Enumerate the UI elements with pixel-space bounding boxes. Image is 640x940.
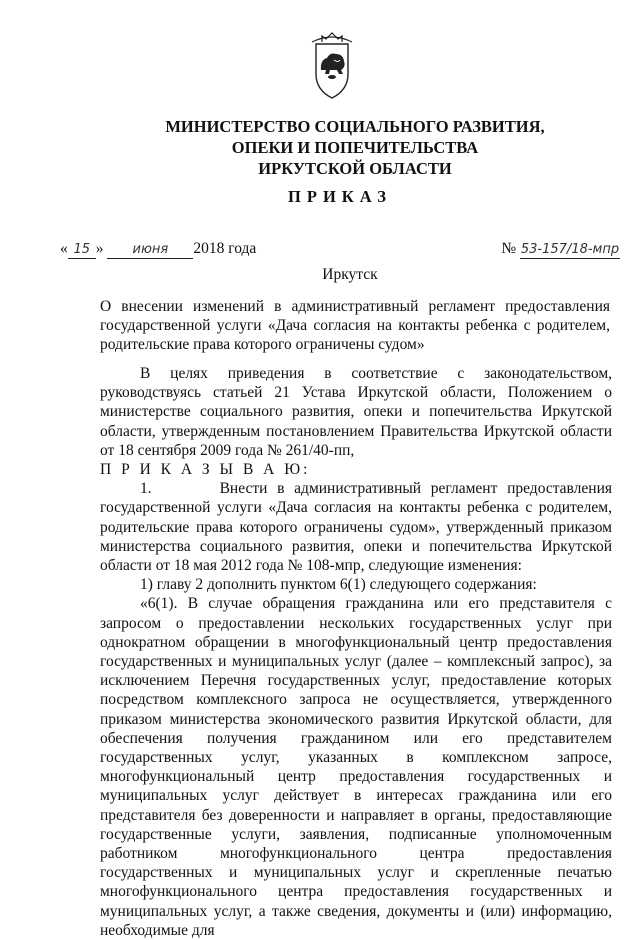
ministry-name	[130, 116, 580, 179]
order-body	[100, 364, 612, 940]
date-day: 15	[68, 242, 96, 259]
coat-of-arms-icon	[310, 30, 354, 102]
date-month: июня	[107, 242, 193, 259]
item-1-text: Внести в административный регламент предоставления государственной услуги «Дача согласия на контакты ребенка с родителем, родительские права которого ограничены судом», утвержденный приказом министерства социального развития, опеки и попечительства Иркутской области от 18 мая 2012 года № 108-мпр, следующие изменения:	[100, 480, 613, 575]
open-quote: «	[60, 240, 68, 257]
org-line-1: МИНИСТЕРСТВО СОЦИАЛЬНОГО РАЗВИТИЯ,	[165, 117, 545, 136]
preamble-paragraph: В целях приведения в соответствие с законодательством, руководствуясь статьей 21 Устава Иркутской области, Положением о министерстве социального развития, опеки и попечительства Иркутской области, утвержденным постановлением Правительства Иркутской области от 18 сентября 2009 года № 261/40-пп,	[100, 365, 612, 459]
org-line-3: ИРКУТСКОЙ ОБЛАСТИ	[258, 159, 452, 178]
order-word: П Р И К А З Ы В А Ю:	[100, 461, 311, 479]
order-subject: О внесении изменений в административный регламент предоставления государственной услуги «Дача согласия на контакты ребенка с родителем, родительские права которого ограничены судом»	[100, 298, 610, 353]
order-number	[501, 240, 620, 259]
quote-paragraph: «6(1). В случае обращения гражданина или его представителя с запросом о предоставлении нескольких государственных услуг при однократном обращении в многофункциональный центр предоставления государственных и муниципальных услуг (далее – комплексный запрос), за исключением Перечня государственных услуг, предоставление которых посредством комплексного запроса не осуществляется, утвержденного приказом министерства экономического развития Иркутской области, для обеспечения получения гражданином или его представителем государственных услуг, указанных в комплексном запросе, многофункциональный центр предоставления государственных и муниципальных услуг действует в интересах гражданина или его представителя без доверенности и направляет в органы, предоставляющие государственные услуги, заявления, подписанные уполномоченным работником многофункционального центра предоставления государственных и муниципальных услуг и скрепленные печатью многофункционального центра предоставления государственных и муниципальных услуг, а также сведения, документы и (или) информацию, необходимые для	[100, 595, 612, 939]
document-type: ПРИКАЗ	[288, 187, 392, 206]
city: Иркутск	[322, 266, 378, 283]
date-year: 2018 года	[193, 240, 257, 257]
item-1-paragraph	[100, 479, 612, 575]
number-sign: №	[501, 240, 517, 257]
date-line	[60, 240, 620, 264]
close-quote: »	[95, 240, 104, 257]
subitem-1-paragraph: 1) главу 2 дополнить пунктом 6(1) следующего содержания:	[140, 576, 537, 594]
number-value: 53-157/18-мпр	[520, 242, 620, 257]
org-line-2: ОПЕКИ И ПОПЕЧИТЕЛЬСТВА	[231, 138, 479, 157]
order-date	[60, 240, 256, 259]
item-1-number: 1.	[140, 480, 152, 498]
